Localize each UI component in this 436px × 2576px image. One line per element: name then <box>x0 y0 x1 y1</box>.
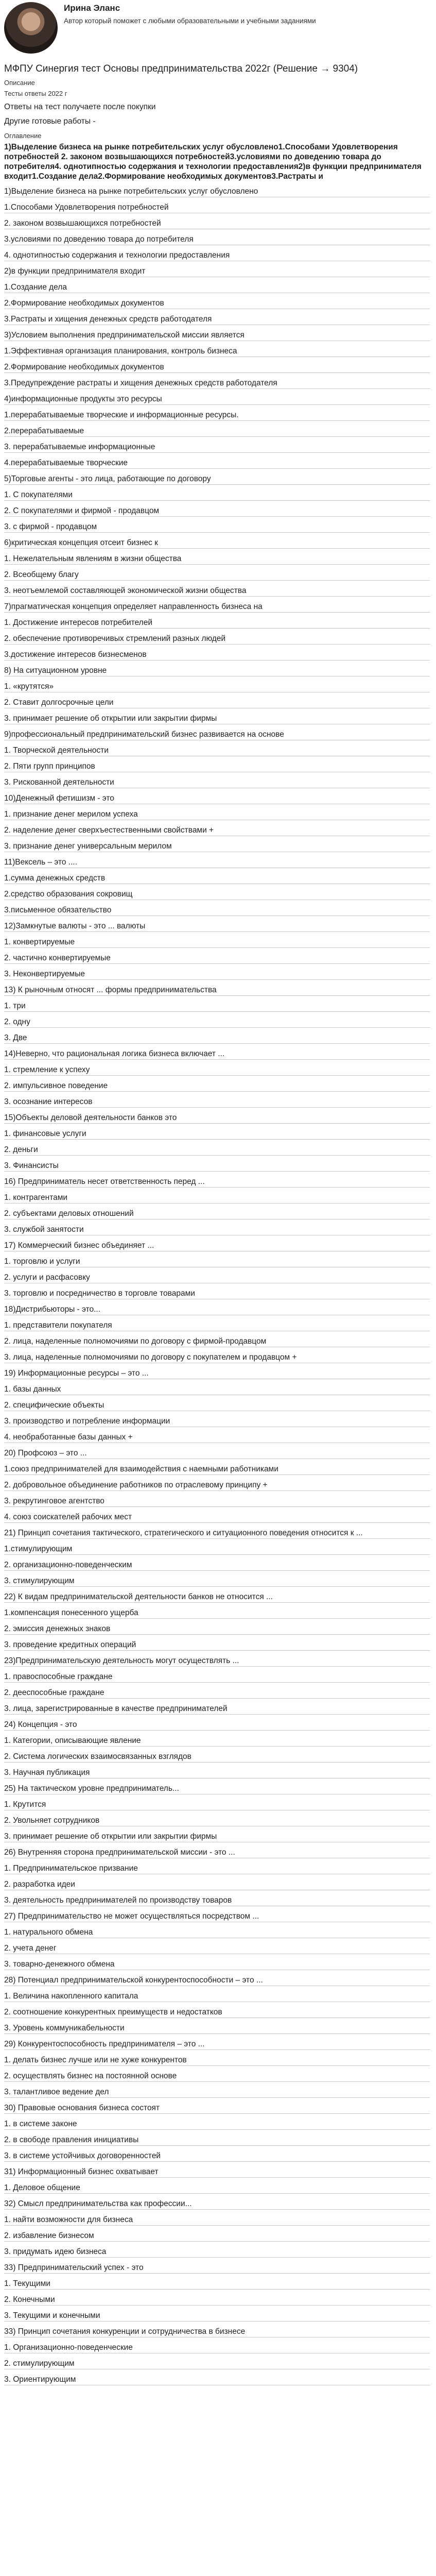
question-line: 3. перерабатываемые информационные <box>4 437 430 453</box>
question-line: 1. базы данных <box>4 1379 430 1395</box>
question-line: 2. стимулирующим <box>4 2353 430 2369</box>
question-line: 1. Величина накопленного капитала <box>4 1986 430 2002</box>
question-line: 2. Система логических взаимосвязанных взглядов <box>4 1747 430 1762</box>
question-line: 1. Категории, описывающие явление <box>4 1731 430 1747</box>
question-line: 3. производство и потребление информации <box>4 1411 430 1427</box>
question-line: 2. С покупателями и фирмой - продавцом <box>4 501 430 517</box>
question-line: 33) Принцип сочетания конкуренции и сотрудничества в бизнесе <box>4 2321 430 2337</box>
question-line: 2. деньги <box>4 1140 430 1156</box>
question-line: 20) Профсоюз – это ... <box>4 1443 430 1459</box>
question-line: 3. стимулирующим <box>4 1571 430 1587</box>
question-line: 3. принимает решение об открытии или закрытии фирмы <box>4 1826 430 1842</box>
question-line: 1. Крутится <box>4 1794 430 1810</box>
question-line: 3. признание денег универсальным мерилом <box>4 836 430 852</box>
question-line: 1.сумма денежных средств <box>4 868 430 884</box>
question-line: 2. услуги и расфасовку <box>4 1267 430 1283</box>
question-line: 3. товарно-денежного обмена <box>4 1954 430 1970</box>
question-line: 2. законом возвышающихся потребностей <box>4 213 430 229</box>
question-line: 1. С покупателями <box>4 485 430 501</box>
question-line: 3. Уровень коммуникабельности <box>4 2018 430 2034</box>
question-line: 23)Предпринимательскую деятельность могут осуществлять ... <box>4 1651 430 1667</box>
question-line: 6)критическая концепция отсеит бизнес к <box>4 533 430 549</box>
question-line: 1. конвертируемые <box>4 932 430 948</box>
question-line: 3. придумать идею бизнеса <box>4 2242 430 2258</box>
question-line: 3. Рискованной деятельности <box>4 772 430 788</box>
question-line: 2. Пяти групп принципов <box>4 756 430 772</box>
question-line: 1. три <box>4 996 430 1012</box>
question-line: 30) Правовые основания бизнеса состоят <box>4 2098 430 2114</box>
question-line: 2. организационно-поведенческим <box>4 1555 430 1571</box>
question-line: 1. Творческой деятельности <box>4 740 430 756</box>
question-line: 2. эмиссия денежных знаков <box>4 1619 430 1635</box>
question-line: 4. необработанные базы данных + <box>4 1427 430 1443</box>
question-line: 2. частично конвертируемые <box>4 948 430 964</box>
question-line: 27) Предпринимательство не может осуществляться посредством ... <box>4 1906 430 1922</box>
question-line: 3.условиями по доведению товара до потребителя <box>4 229 430 245</box>
question-line: 9)профессиональный предпринимательский бизнес развивается на основе <box>4 724 430 740</box>
question-line: 1. правоспособные граждане <box>4 1667 430 1683</box>
question-line: 3.Предупреждение растраты и хищения денежных средств работодателя <box>4 373 430 389</box>
question-line: 2. в свободе правления инициативы <box>4 2130 430 2146</box>
question-line: 1. признание денег мерилом успеха <box>4 804 430 820</box>
author-avatar[interactable] <box>4 2 58 54</box>
question-line: 1. Достижение интересов потребителей <box>4 613 430 629</box>
description-line: Ответы на тест получаете после покупки <box>4 103 156 111</box>
question-line: 2. Увольняет сотрудников <box>4 1810 430 1826</box>
question-line: 1. Текущими <box>4 2274 430 2290</box>
description-label: Описание <box>4 79 35 87</box>
question-line: 2. избавление бизнесом <box>4 2226 430 2242</box>
question-line: 2.Формирование необходимых документов <box>4 293 430 309</box>
description-line: Тесты ответы 2022 г <box>4 90 67 97</box>
question-line: 3. Ориентирующим <box>4 2369 430 2385</box>
question-line: 3. службой занятости <box>4 1219 430 1235</box>
question-line: 3. лица, зарегистрированные в качестве предпринимателей <box>4 1699 430 1715</box>
question-line: 3.достижение интересов бизнесменов <box>4 645 430 660</box>
question-line: 1. делать бизнес лучше или не хуже конкурентов <box>4 2050 430 2066</box>
question-line: 3. проведение кредитных операций <box>4 1635 430 1651</box>
question-line: 2. Всеобщему благу <box>4 565 430 581</box>
question-line: 4.перерабатываемые творческие <box>4 453 430 469</box>
question-line: 2. дееспособные граждане <box>4 1683 430 1699</box>
question-line: 3.письменное обязательство <box>4 900 430 916</box>
question-line: 1. натурального обмена <box>4 1922 430 1938</box>
question-line: 25) На тактическом уровне предприниматель... <box>4 1778 430 1794</box>
question-line: 7)прагматическая концепция определяет направленность бизнеса на <box>4 597 430 613</box>
question-line: 18)Дистрибьюторы - это... <box>4 1299 430 1315</box>
question-line: 1. представители покупателя <box>4 1315 430 1331</box>
question-line: 29) Конкурентоспособность предпринимателя – это ... <box>4 2034 430 2050</box>
question-line: 2. Конечными <box>4 2290 430 2306</box>
question-line: 4. союз соискателей рабочих мест <box>4 1507 430 1523</box>
question-line: 13) К рыночным относят ... формы предпринимательства <box>4 980 430 996</box>
question-line: 2. Ставит долгосрочные цели <box>4 692 430 708</box>
question-line: 21) Принцип сочетания тактического, стратегического и ситуационного поведения относится к ... <box>4 1523 430 1539</box>
question-line: 32) Смысл предпринимательства как профессии... <box>4 2194 430 2210</box>
question-line: 1)Выделение бизнеса на рынке потребительских услуг обусловлено <box>4 181 430 197</box>
question-line: 2. специфические объекты <box>4 1395 430 1411</box>
question-line: 1.Эффективная организация планирования, контроль бизнеса <box>4 341 430 357</box>
question-line: 2.средство образования сокровищ <box>4 884 430 900</box>
question-line: 12)Замкнутые валюты - это ... валюты <box>4 916 430 932</box>
question-line: 11)Вексель – это .... <box>4 852 430 868</box>
question-line: 2)в функции предпринимателя входит <box>4 261 430 277</box>
question-line: 17) Коммерческий бизнес объединяет ... <box>4 1235 430 1251</box>
question-list <box>4 181 430 2385</box>
author-card <box>4 0 430 57</box>
author-info <box>64 2 316 26</box>
question-line: 3. Неконвертируемые <box>4 964 430 980</box>
question-line: 14)Неверно, что рациональная логика бизнеса включает ... <box>4 1044 430 1060</box>
question-line: 22) К видам предпринимательской деятельности банков не относится ... <box>4 1587 430 1603</box>
question-line: 2. добровольное объединение работников по отраслевому принципу + <box>4 1475 430 1491</box>
question-line: 3. талантливое ведение дел <box>4 2082 430 2098</box>
question-line: 2. разработка идеи <box>4 1874 430 1890</box>
question-line: 3.Растраты и хищения денежных средств работодателя <box>4 309 430 325</box>
question-line: 1.компенсация понесенного ущерба <box>4 1603 430 1619</box>
question-line: 3. деятельность предпринимателей по производству товаров <box>4 1890 430 1906</box>
question-line: 28) Потенциал предпринимательской конкурентоспособности – это ... <box>4 1970 430 1986</box>
question-line: 4)информационные продукты это ресурсы <box>4 389 430 405</box>
description-body <box>4 103 430 126</box>
question-line: 3. Научная публикация <box>4 1762 430 1778</box>
question-line: 1. финансовые услуги <box>4 1124 430 1140</box>
question-line: 1. Деловое общение <box>4 2178 430 2194</box>
question-line: 3. осознание интересов <box>4 1092 430 1108</box>
question-line: 3. неотъемлемой составляющей экономической жизни общества <box>4 581 430 597</box>
question-line: 2. импульсивное поведение <box>4 1076 430 1092</box>
question-line: 5)Торговые агенты - это лица, работающие по договору <box>4 469 430 485</box>
question-line: 1. «крутятся» <box>4 676 430 692</box>
toc-label: Оглавление <box>4 132 42 140</box>
question-line: 2. субъектами деловых отношений <box>4 1204 430 1219</box>
question-line: 2. лица, наделенные полномочиями по договору с фирмой-продавцом <box>4 1331 430 1347</box>
author-name[interactable]: Ирина Эланс <box>64 3 120 13</box>
question-line: 2. наделение денег сверхъестественными свойствами + <box>4 820 430 836</box>
question-line: 1. Нежелательным явлениям в жизни общества <box>4 549 430 565</box>
question-line: 1.Способами Удовлетворения потребностей <box>4 197 430 213</box>
question-line: 3. рекрутинговое агентство <box>4 1491 430 1507</box>
question-line: 2. соотношение конкурентных преимуществ и недостатков <box>4 2002 430 2018</box>
question-line: 1. контрагентами <box>4 1188 430 1204</box>
question-line: 3. Две <box>4 1028 430 1044</box>
product-title: МФПУ Синергия тест Основы предпринимательства 2022г (Решение → 9304) <box>4 63 358 74</box>
author-subtitle: Автор который поможет с любыми образовательными и учебными заданиями <box>64 17 316 25</box>
question-line: 2. учета денег <box>4 1938 430 1954</box>
question-line: 19) Информационные ресурсы – это ... <box>4 1363 430 1379</box>
question-line: 3. Текущими и конечными <box>4 2306 430 2321</box>
question-line: 1. в системе законе <box>4 2114 430 2130</box>
question-line: 2. одну <box>4 1012 430 1028</box>
question-line: 8) На ситуационном уровне <box>4 660 430 676</box>
question-line: 3. Финансисты <box>4 1156 430 1172</box>
question-line: 2.Формирование необходимых документов <box>4 357 430 373</box>
question-line: 3. лица, наделенные полномочиями по договору с покупателем и продавцом + <box>4 1347 430 1363</box>
question-line: 1. Организационно-поведенческие <box>4 2337 430 2353</box>
question-line: 1.перерабатываемые творческие и информационные ресурсы. <box>4 405 430 421</box>
question-line: 15)Объекты деловой деятельности банков это <box>4 1108 430 1124</box>
question-line: 2. осуществлять бизнес на постоянной основе <box>4 2066 430 2082</box>
question-line: 3. в системе устойчивых договоренностей <box>4 2146 430 2162</box>
question-line: 31) Информационный бизнес охватывает <box>4 2162 430 2178</box>
question-line: 24) Концепция - это <box>4 1715 430 1731</box>
question-line: 33) Предпринимательский успех - это <box>4 2258 430 2274</box>
question-line: 1. торговлю и услуги <box>4 1251 430 1267</box>
question-line: 2. обеспечение противоречивых стремлений разных людей <box>4 629 430 645</box>
question-line: 3. принимает решение об открытии или закрытии фирмы <box>4 708 430 724</box>
question-line: 3. с фирмой - продавцом <box>4 517 430 533</box>
question-line: 10)Денежный фетишизм - это <box>4 788 430 804</box>
question-line: 4. однотипностью содержания и технологии предоставления <box>4 245 430 261</box>
toc-bold-text: 1)Выделение бизнеса на рынке потребительских услуг обусловлено1.Способами Удовлетворения потребностей 2. законом возвышающихся потребностей3.условиями по доведению товара до потребителя4. однотипностью содержания и технологии предоставления2)в функции предпринимателя входит1.Создание дела2.Формирование необходимых документов3.Растраты и <box>4 143 422 181</box>
question-line: 1. стремление к успеху <box>4 1060 430 1076</box>
question-line: 16) Предприниматель несет ответственность перед ... <box>4 1172 430 1188</box>
question-line: 26) Внутренняя сторона предпринимательской миссии - это ... <box>4 1842 430 1858</box>
question-line: 3)Условием выполнения предпринимательской миссии является <box>4 325 430 341</box>
question-line: 2.перерабатываемые <box>4 421 430 437</box>
question-line: 1.Создание дела <box>4 277 430 293</box>
question-line: 3. торговлю и посредничество в торговле товарами <box>4 1283 430 1299</box>
description-line: Другие готовые работы - <box>4 117 96 126</box>
question-line: 1. найти возможности для бизнеса <box>4 2210 430 2226</box>
question-line: 1.стимулирующим <box>4 1539 430 1555</box>
question-line: 1. Предпринимательское призвание <box>4 1858 430 1874</box>
question-line: 1.союз предпринимателей для взаимодействия с наемными работниками <box>4 1459 430 1475</box>
